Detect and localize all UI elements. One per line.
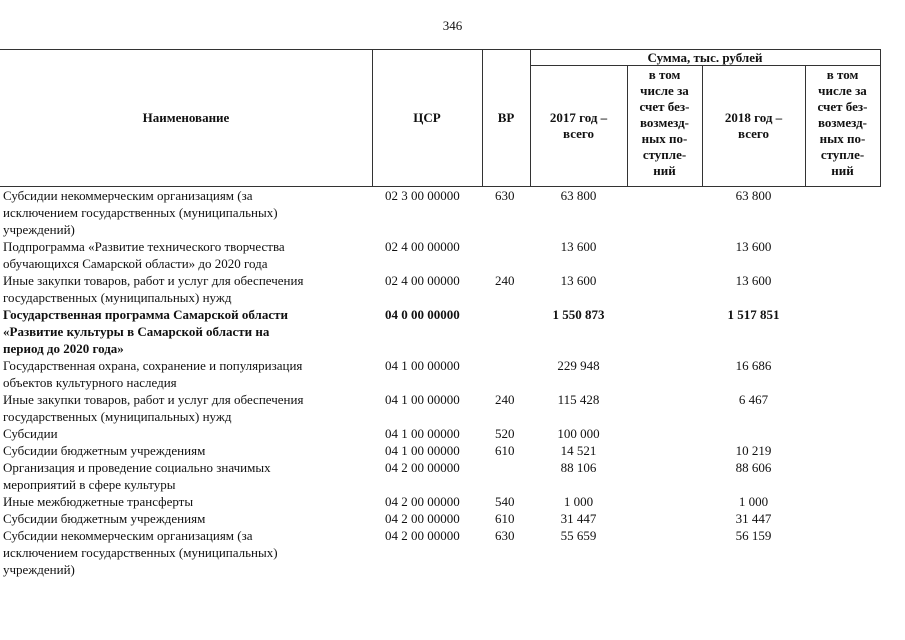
row-name <box>0 425 365 442</box>
row-name <box>0 272 365 306</box>
page-number: 346 <box>442 18 463 33</box>
row-csr: 02 3 00 00000 <box>385 188 460 203</box>
header-2017-grants-line: числе за <box>640 83 689 98</box>
header-2017-grants-line: счет без- <box>639 99 690 114</box>
row-csr: 04 2 00 00000 <box>385 528 460 543</box>
table-row <box>0 272 905 306</box>
table-row <box>0 527 905 578</box>
row-sum-2017: 88 106 <box>560 460 597 475</box>
table-row <box>0 493 905 510</box>
divider-right <box>880 49 881 187</box>
row-name-line: «Развитие культуры в Самарской области на <box>3 324 270 339</box>
row-name <box>0 527 365 578</box>
row-csr: 04 1 00 00000 <box>385 443 460 458</box>
row-sum-2018: 13 600 <box>735 239 772 254</box>
row-sum-2017: 1 550 873 <box>552 307 605 322</box>
row-sum-2017: 55 659 <box>560 528 597 543</box>
header-2018-line1: 2018 год – <box>724 110 783 125</box>
row-vr: 240 <box>495 273 515 288</box>
table-row <box>0 459 905 493</box>
row-name <box>0 442 365 459</box>
row-name-line: Субсидии некоммерческим организациям (за <box>3 188 253 203</box>
header-vr: ВР <box>497 110 515 125</box>
row-csr: 04 2 00 00000 <box>385 460 460 475</box>
row-name-line: Организация и проведение социально значимых <box>3 460 271 475</box>
row-name-line: государственных (муниципальных) нужд <box>3 409 232 424</box>
row-name-line: Субсидии <box>3 426 58 441</box>
row-name <box>0 238 365 272</box>
row-sum-2018: 16 686 <box>735 358 772 373</box>
row-sum-2017: 13 600 <box>560 273 597 288</box>
table-body <box>0 187 905 578</box>
table-row <box>0 187 905 238</box>
header-2018-grants-line: возмезд- <box>818 115 867 130</box>
row-sum-2018: 6 467 <box>738 392 769 407</box>
header-2017-line1: 2017 год – <box>549 110 608 125</box>
row-csr: 02 4 00 00000 <box>385 239 460 254</box>
header-2017-total <box>530 110 627 142</box>
header-2018-grants-line: счет без- <box>817 99 868 114</box>
table-row-program <box>0 306 905 357</box>
row-name-line: Подпрограмма «Развитие технического творчества <box>3 239 285 254</box>
row-name-line: обучающихся Самарской области» до 2020 года <box>3 256 268 271</box>
table-row <box>0 510 905 527</box>
header-2018-grants-line: числе за <box>818 83 867 98</box>
table-row <box>0 391 905 425</box>
row-name-line: исключением государственных (муниципальных) <box>3 545 278 560</box>
row-name <box>0 187 365 238</box>
header-csr: ЦСР <box>413 110 441 125</box>
row-csr: 04 2 00 00000 <box>385 494 460 509</box>
row-name <box>0 459 365 493</box>
row-name-line: государственных (муниципальных) нужд <box>3 290 232 305</box>
row-vr: 520 <box>495 426 515 441</box>
row-name-line: Иные закупки товаров, работ и услуг для обеспечения <box>3 392 304 407</box>
row-sum-2017: 1 000 <box>563 494 594 509</box>
row-sum-2018: 1 517 851 <box>727 307 780 322</box>
header-2018-grants-line: ний <box>831 163 854 178</box>
row-vr: 240 <box>495 392 515 407</box>
row-sum-2018: 10 219 <box>735 443 772 458</box>
row-vr: 540 <box>495 494 515 509</box>
header-2018-line2: всего <box>738 126 769 141</box>
header-2017-grants-line: в том <box>648 67 681 82</box>
header-2017-grants-line: ных по- <box>641 131 688 146</box>
row-name-line: период до 2020 года» <box>3 341 124 356</box>
row-csr: 04 1 00 00000 <box>385 392 460 407</box>
header-2018-grants <box>805 67 880 179</box>
row-name <box>0 391 365 425</box>
row-sum-2018: 1 000 <box>738 494 769 509</box>
table-row <box>0 357 905 391</box>
header-2017-grants-line: ний <box>653 163 676 178</box>
header-2017-line2: всего <box>563 126 594 141</box>
row-sum-2017: 63 800 <box>560 188 597 203</box>
header-2018-grants-line: ных по- <box>819 131 866 146</box>
row-sum-2017: 13 600 <box>560 239 597 254</box>
row-name-line: учреждений) <box>3 222 75 237</box>
row-sum-2017: 229 948 <box>557 358 600 373</box>
row-csr: 04 2 00 00000 <box>385 511 460 526</box>
row-name <box>0 357 365 391</box>
row-sum-2017: 115 428 <box>557 392 600 407</box>
row-sum-2018: 88 606 <box>735 460 772 475</box>
header-2017-grants-line: возмезд- <box>640 115 689 130</box>
header-2017-grants-line: ступле- <box>642 147 687 162</box>
table-row <box>0 238 905 272</box>
row-sum-2017: 14 521 <box>560 443 597 458</box>
row-name-line: Иные закупки товаров, работ и услуг для обеспечения <box>3 273 304 288</box>
row-name-line: мероприятий в сфере культуры <box>3 477 176 492</box>
header-2017-grants <box>627 67 702 179</box>
row-name-line: Субсидии некоммерческим организациям (за <box>3 528 253 543</box>
row-csr: 04 1 00 00000 <box>385 358 460 373</box>
row-name-line: исключением государственных (муниципальных) <box>3 205 278 220</box>
row-name-line: объектов культурного наследия <box>3 375 177 390</box>
row-sum-2018: 13 600 <box>735 273 772 288</box>
header-2018-grants-line: ступле- <box>820 147 865 162</box>
row-vr: 630 <box>495 188 515 203</box>
header-sum-title: Сумма, тыс. рублей <box>647 50 763 65</box>
header-2018-total <box>702 110 805 142</box>
row-sum-2018: 56 159 <box>735 528 772 543</box>
table-row <box>0 442 905 459</box>
row-sum-2017: 31 447 <box>560 511 597 526</box>
row-name-line: учреждений) <box>3 562 75 577</box>
row-name <box>0 493 365 510</box>
row-name-line: Государственная охрана, сохранение и популяризация <box>3 358 303 373</box>
row-vr: 610 <box>495 511 515 526</box>
row-csr: 02 4 00 00000 <box>385 273 460 288</box>
row-sum-2017: 100 000 <box>557 426 600 441</box>
row-csr: 04 0 00 00000 <box>385 307 460 322</box>
row-name-line: Иные межбюджетные трансферты <box>3 494 194 509</box>
table-row <box>0 425 905 442</box>
row-csr: 04 1 00 00000 <box>385 426 460 441</box>
row-name-line: Субсидии бюджетным учреждениям <box>3 511 206 526</box>
row-sum-2018: 31 447 <box>735 511 772 526</box>
row-vr: 610 <box>495 443 515 458</box>
row-name <box>0 306 365 357</box>
row-name-line: Государственная программа Самарской области <box>3 307 288 322</box>
header-2018-grants-line: в том <box>826 67 859 82</box>
row-name <box>0 510 365 527</box>
row-name-line: Субсидии бюджетным учреждениям <box>3 443 206 458</box>
header-name: Наименование <box>142 110 230 125</box>
row-sum-2018: 63 800 <box>735 188 772 203</box>
row-vr: 630 <box>495 528 515 543</box>
